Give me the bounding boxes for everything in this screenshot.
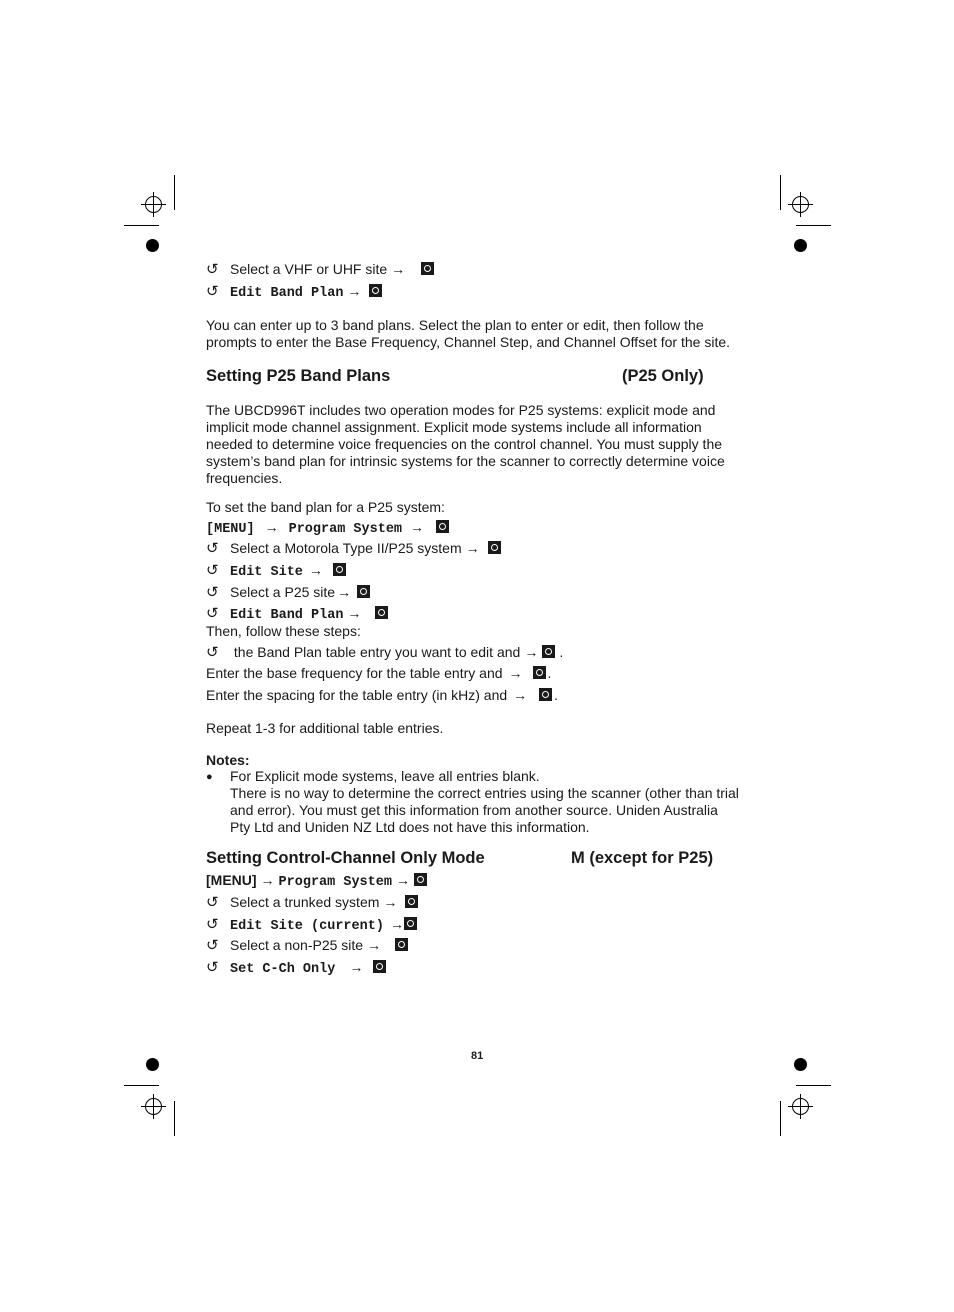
arrow-right-icon: → bbox=[260, 872, 275, 888]
crop-mark bbox=[174, 175, 175, 210]
registration-crosshair-icon bbox=[145, 196, 162, 213]
knob-press-icon bbox=[533, 666, 546, 679]
knob-press-icon bbox=[375, 606, 388, 619]
menu-item-text: Edit Band Plan bbox=[230, 608, 344, 623]
step-row bbox=[206, 872, 427, 891]
knob-press-icon bbox=[395, 938, 408, 951]
note-text: There is no way to determine the correct entries using the scanner (other than trial and error). You must get this information from another source. Uniden Australia Pty Ltd and Uniden NZ Ltd does not have this information. bbox=[230, 785, 739, 835]
page-number: 81 bbox=[471, 1050, 484, 1062]
rotate-dial-icon: ↺ bbox=[206, 959, 219, 976]
arrow-right-icon: → bbox=[389, 916, 404, 932]
crop-mark bbox=[780, 1101, 781, 1136]
paragraph: The UBCD996T includes two operation modes for P25 systems: explicit mode and implicit mode channel assignment. Explicit mode systems include all information needed to determine voice frequencies on the control channel. You must supply the system’s band plan for intrinsic systems for the scanner to correctly determine voice frequencies. bbox=[206, 402, 725, 486]
crop-mark bbox=[796, 225, 831, 226]
rotate-dial-icon: ↺ bbox=[206, 562, 219, 579]
step-row bbox=[206, 937, 408, 954]
intro-text: To set the band plan for a P25 system: bbox=[206, 499, 445, 515]
knob-press-icon bbox=[357, 585, 370, 598]
step-row bbox=[206, 562, 346, 581]
knob-press-icon bbox=[373, 960, 386, 973]
step-row bbox=[206, 283, 382, 302]
step-row bbox=[206, 916, 417, 935]
arrow-right-icon: → bbox=[391, 261, 406, 277]
step-row bbox=[206, 584, 370, 601]
crop-mark bbox=[124, 225, 159, 226]
registration-crosshair-icon bbox=[145, 1098, 162, 1115]
step-row bbox=[206, 665, 551, 682]
arrow-right-icon: → bbox=[508, 665, 523, 681]
registration-crosshair-icon bbox=[792, 1098, 809, 1115]
registration-crosshair-icon bbox=[792, 196, 809, 213]
step-row bbox=[206, 687, 558, 704]
knob-press-icon bbox=[488, 541, 501, 554]
rotate-dial-icon: ↺ bbox=[206, 584, 219, 601]
arrow-right-icon: → bbox=[308, 562, 323, 578]
knob-press-icon bbox=[539, 688, 552, 701]
arrow-right-icon: → bbox=[383, 894, 398, 910]
registration-dot-icon bbox=[794, 1058, 807, 1071]
step-row bbox=[206, 959, 386, 978]
registration-dot-icon bbox=[794, 239, 807, 252]
crop-mark bbox=[796, 1085, 831, 1086]
knob-press-icon bbox=[414, 873, 427, 886]
step-row bbox=[206, 605, 388, 624]
arrow-right-icon: → bbox=[337, 584, 352, 600]
intro-text: Then, follow these steps: bbox=[206, 623, 361, 639]
step-text: Select a P25 site bbox=[230, 584, 336, 600]
knob-press-icon bbox=[421, 262, 434, 275]
period-text: . bbox=[559, 644, 564, 660]
rotate-dial-icon: ↺ bbox=[206, 540, 219, 557]
knob-press-icon bbox=[436, 520, 449, 533]
step-text: Select a trunked system bbox=[230, 894, 380, 910]
step-row bbox=[206, 519, 449, 538]
step-text: Enter the spacing for the table entry (in kHz) and bbox=[206, 687, 508, 703]
registration-dot-icon bbox=[146, 239, 159, 252]
crop-mark bbox=[780, 175, 781, 210]
menu-item-text: Program System bbox=[278, 875, 392, 890]
step-row bbox=[206, 261, 434, 278]
arrow-right-icon: → bbox=[395, 872, 410, 888]
rotate-dial-icon: ↺ bbox=[206, 644, 219, 661]
bullet-icon: ● bbox=[206, 771, 213, 783]
notes-label: Notes: bbox=[206, 752, 250, 768]
registration-dot-icon bbox=[146, 1058, 159, 1071]
knob-press-icon bbox=[542, 645, 555, 658]
step-text: Select a VHF or UHF site bbox=[230, 261, 388, 277]
period-text: . bbox=[554, 687, 559, 703]
arrow-right-icon: → bbox=[465, 540, 480, 556]
menu-key-text: [MENU] bbox=[206, 872, 257, 888]
note-text: For Explicit mode systems, leave all entries blank. bbox=[230, 768, 540, 784]
menu-item-text: Edit Site (current) bbox=[230, 919, 384, 934]
step-text: Enter the base frequency for the table entry and bbox=[206, 665, 503, 681]
knob-press-icon bbox=[404, 917, 417, 930]
menu-item-text: Set C-Ch Only bbox=[230, 962, 336, 977]
step-row bbox=[206, 540, 501, 557]
step-text: the Band Plan table entry you want to edit and bbox=[230, 644, 521, 660]
menu-item-text: Edit Site bbox=[230, 565, 303, 580]
crop-mark bbox=[174, 1101, 175, 1136]
knob-press-icon bbox=[369, 284, 382, 297]
section-heading: Setting P25 Band Plans bbox=[206, 367, 391, 385]
rotate-dial-icon: ↺ bbox=[206, 937, 219, 954]
rotate-dial-icon: ↺ bbox=[206, 283, 219, 300]
arrow-right-icon: → bbox=[264, 519, 279, 535]
step-row bbox=[206, 644, 563, 661]
section-tag: (P25 Only) bbox=[622, 367, 704, 385]
knob-press-icon bbox=[333, 563, 346, 576]
section-tag: M (except for P25) bbox=[571, 849, 714, 867]
step-text: Select a non-P25 site bbox=[230, 937, 364, 953]
rotate-dial-icon: ↺ bbox=[206, 916, 219, 933]
section-heading: Setting Control-Channel Only Mode bbox=[206, 849, 485, 867]
arrow-right-icon: → bbox=[513, 687, 528, 703]
arrow-right-icon: → bbox=[524, 644, 539, 660]
rotate-dial-icon: ↺ bbox=[206, 261, 219, 278]
menu-key-text: [MENU] bbox=[206, 522, 255, 537]
knob-press-icon bbox=[405, 895, 418, 908]
menu-item-text: Program System bbox=[288, 522, 403, 537]
rotate-dial-icon: ↺ bbox=[206, 894, 219, 911]
period-text: . bbox=[547, 665, 552, 681]
arrow-right-icon: → bbox=[347, 283, 362, 299]
menu-item-text: Edit Band Plan bbox=[230, 286, 344, 301]
paragraph: You can enter up to 3 band plans. Select the plan to enter or edit, then follow the prompts to enter the Base Frequency, Channel Step, and Channel Offset for the site. bbox=[206, 317, 731, 350]
arrow-right-icon: → bbox=[347, 605, 362, 621]
step-text: Select a Motorola Type II/P25 system bbox=[230, 540, 462, 556]
arrow-right-icon: → bbox=[410, 519, 425, 535]
rotate-dial-icon: ↺ bbox=[206, 605, 219, 622]
arrow-right-icon: → bbox=[367, 937, 382, 953]
crop-mark bbox=[124, 1085, 159, 1086]
step-row bbox=[206, 894, 418, 911]
arrow-right-icon: → bbox=[349, 959, 364, 975]
repeat-text: Repeat 1-3 for additional table entries. bbox=[206, 720, 444, 736]
